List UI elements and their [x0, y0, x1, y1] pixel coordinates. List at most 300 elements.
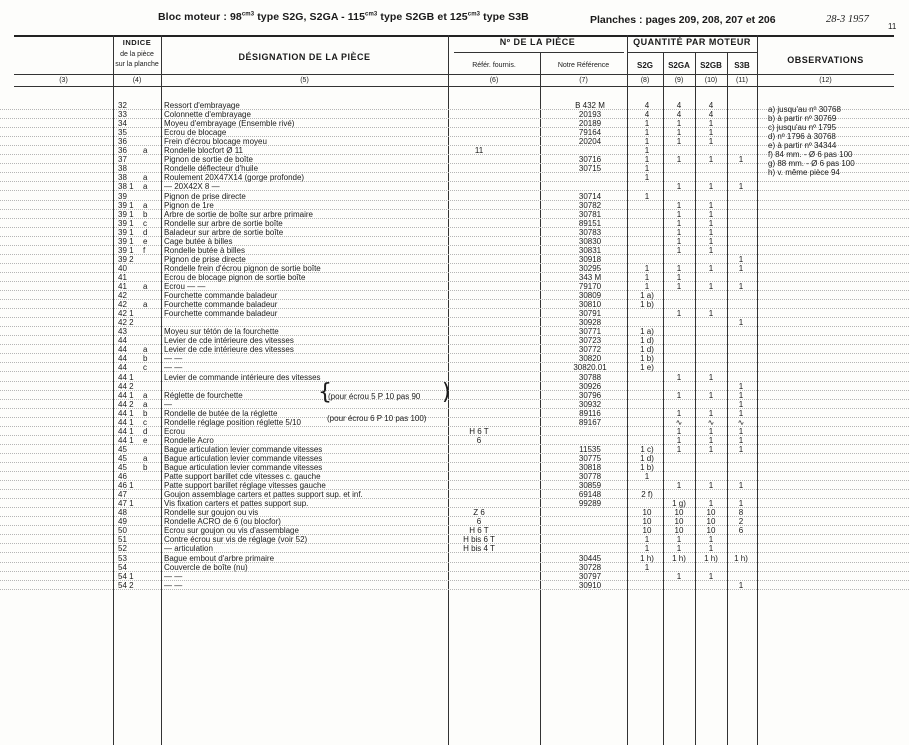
row-designation: Baladeur sur arbre de sortie boîte	[164, 228, 284, 237]
row-qty-s2ga: 1	[676, 137, 682, 146]
row-qty-s2g: 1	[644, 155, 650, 164]
row-qty-s2g: 10	[642, 517, 652, 526]
row-qty-s2ga: 1	[676, 481, 682, 490]
row-qty-s2gb: 1	[708, 228, 714, 237]
row-notre-reference: 30831	[578, 246, 602, 255]
row-qty-s2ga: 1	[676, 128, 682, 137]
row-index: 45	[118, 463, 127, 472]
row-index: 39 1	[118, 201, 134, 210]
row-notre-reference: 30910	[578, 581, 602, 590]
row-index-suffix: a	[143, 173, 148, 182]
table-row	[0, 544, 909, 553]
row-index-suffix: c	[143, 219, 147, 228]
row-notre-reference: 30918	[578, 255, 602, 264]
table-row	[0, 572, 909, 581]
row-qty-s2ga: 1	[676, 273, 682, 282]
table-row	[0, 581, 909, 590]
row-qty-s2g: 1	[644, 273, 650, 282]
row-notre-reference: 20193	[578, 110, 602, 119]
row-qty-s2gb: 1	[708, 544, 714, 553]
row-qty-s2ga: 1	[676, 309, 682, 318]
row-designation: Réglette de fourchette	[164, 391, 243, 400]
row-index: 42	[118, 291, 127, 300]
row-notre-reference: 30830	[578, 237, 602, 246]
row-index-suffix: c	[143, 363, 147, 372]
table-row	[0, 427, 909, 436]
row-designation: Rondelle ACRO de 6 (ou blocfor)	[164, 517, 281, 526]
row-qty-s2g: 10	[642, 526, 652, 535]
table-row	[0, 228, 909, 237]
row-qty-s2g: 1 b)	[640, 463, 654, 472]
row-index: 39 1	[118, 237, 134, 246]
table-row	[0, 554, 909, 563]
row-qty-s2g: 2 f)	[641, 490, 653, 499]
row-qty-s2g: 1 e)	[640, 363, 654, 372]
row-qty-s2g: 10	[642, 508, 652, 517]
row-index-suffix: b	[143, 409, 148, 418]
row-qty-s3b: 1	[738, 382, 744, 391]
row-designation: — 20X42X 8 —	[164, 182, 220, 191]
row-qty-s2ga: 1	[676, 572, 682, 581]
row-qty-s2ga: 10	[674, 517, 684, 526]
row-designation: Colonnette d'embrayage	[164, 110, 251, 119]
row-notre-reference: 30788	[578, 373, 602, 382]
row-index-suffix: e	[143, 436, 148, 445]
row-index-suffix: b	[143, 354, 148, 363]
row-notre-reference: B 432 M	[575, 101, 605, 110]
table-row	[0, 354, 909, 363]
header-indice: INDICE	[122, 38, 152, 47]
row-index: 42 2	[118, 318, 134, 327]
colnum-3: (3)	[59, 77, 68, 84]
row-refer-fournis: H bis 6 T	[463, 535, 495, 544]
row-index: 44 1	[118, 391, 134, 400]
row-notre-reference: 30295	[578, 264, 602, 273]
row-designation: Fourchette commande baladeur	[164, 300, 278, 309]
row-qty-s2gb: 1	[708, 201, 714, 210]
colnum-8: (8)	[640, 77, 650, 84]
row-qty-s2gb: 1	[708, 119, 714, 128]
table-row	[0, 463, 909, 472]
header-s3b: S3B	[734, 61, 750, 70]
table-row	[0, 192, 909, 201]
row-notre-reference: 11535	[579, 445, 601, 454]
header-refer-fournis: Référ. fournis.	[472, 62, 516, 69]
row-index: 52	[118, 544, 127, 553]
observation-h: h) v. même pièce 94	[768, 168, 840, 177]
table-row	[0, 255, 909, 264]
row-refer-fournis: 11	[474, 146, 484, 155]
table-row	[0, 382, 909, 391]
row-designation: Fourchette commande baladeur	[164, 309, 278, 318]
row-designation: Rondelle réglage position réglette 5/10	[164, 418, 301, 427]
table-row	[0, 517, 909, 526]
row-designation: Moyeu d'embrayage (Ensemble rivé)	[164, 119, 295, 128]
row-index: 44 1	[118, 436, 134, 445]
ecrou-note-a: (pour écrou 5 P 10 pas 90	[328, 392, 421, 401]
row-qty-s2g: 1	[644, 192, 650, 201]
row-qty-s2ga: 1	[676, 391, 682, 400]
row-designation: Vis fixation carters et pattes support sup.	[164, 499, 309, 508]
table-row	[0, 201, 909, 210]
row-index: 47	[118, 490, 127, 499]
row-designation: — —	[164, 363, 183, 372]
row-index: 44 1	[118, 427, 134, 436]
row-designation: Rondelle blocfort Ø 11	[164, 146, 244, 155]
row-designation: Levier de cde intérieure des vitesses	[164, 336, 294, 345]
row-qty-s2gb: 4	[708, 110, 714, 119]
row-qty-s3b: 1	[738, 427, 744, 436]
row-designation: Ecrou de blocage	[164, 128, 227, 137]
row-index: 44	[118, 345, 127, 354]
row-qty-s2ga: 1	[676, 210, 682, 219]
row-notre-reference: 30859	[578, 481, 602, 490]
row-index: 50	[118, 526, 127, 535]
row-notre-reference: 30723	[578, 336, 602, 345]
row-index: 32	[118, 101, 127, 110]
row-index: 38 1	[118, 182, 134, 191]
row-qty-s2ga: 1	[676, 201, 682, 210]
observation-b: b) à partir nº 30769	[768, 114, 837, 123]
header-observations: OBSERVATIONS	[787, 55, 864, 65]
row-qty-s2ga: 1	[676, 264, 682, 273]
observation-d: d) nº 1796 à 30768	[768, 132, 836, 141]
table-row	[0, 490, 909, 499]
row-designation: Arbre de sortie de boîte sur arbre primaire	[164, 210, 313, 219]
planches-reference: Planches : pages 209, 208, 207 et 206	[590, 14, 776, 26]
row-index: 38	[118, 164, 127, 173]
row-designation: Ecrou sur goujon ou vis d'assemblage	[164, 526, 299, 535]
row-qty-s3b: 1	[738, 264, 744, 273]
row-index: 54 2	[118, 581, 134, 590]
row-qty-s2g: 1 b)	[640, 354, 654, 363]
row-index: 36	[118, 146, 127, 155]
row-index: 40	[118, 264, 127, 273]
row-qty-s2ga: 1	[676, 228, 682, 237]
row-qty-s2g: 1 a)	[640, 291, 654, 300]
row-notre-reference: 30797	[578, 572, 602, 581]
row-index: 39 1	[118, 228, 134, 237]
row-qty-s2gb: 1	[708, 282, 714, 291]
row-qty-s2ga: 1	[676, 237, 682, 246]
row-qty-s2ga: 1	[676, 544, 682, 553]
row-notre-reference: 89151	[578, 219, 602, 228]
row-index-suffix: a	[143, 345, 148, 354]
row-qty-s2gb: 1 h)	[704, 554, 718, 563]
row-qty-s2ga: 1	[676, 219, 682, 228]
row-qty-s2gb: 10	[706, 517, 716, 526]
row-qty-s2ga: 4	[676, 110, 682, 119]
row-refer-fournis: H 6 T	[469, 526, 489, 535]
row-index: 48	[118, 508, 127, 517]
row-qty-s2gb: 1	[708, 391, 714, 400]
row-index: 34	[118, 119, 127, 128]
row-index: 36	[118, 137, 127, 146]
row-qty-s2gb: 1	[708, 409, 714, 418]
row-index: 46 1	[118, 481, 134, 490]
colnum-11: (11)	[736, 77, 748, 84]
observation-a: a) jusqu'au nº 30768	[768, 105, 841, 114]
row-refer-fournis: 6	[476, 517, 482, 526]
row-index-suffix: c	[143, 418, 147, 427]
row-index: 44	[118, 336, 127, 345]
row-index-suffix: d	[143, 228, 148, 237]
row-designation: Frein d'écrou blocage moyeu	[164, 137, 267, 146]
row-index: 44 2	[118, 400, 134, 409]
row-qty-s3b: 1	[738, 282, 744, 291]
row-index: 51	[118, 535, 127, 544]
table-row	[0, 273, 909, 282]
row-qty-s3b: 1	[738, 481, 744, 490]
table-row	[0, 309, 909, 318]
row-qty-s2gb: 1	[708, 499, 714, 508]
table-row	[0, 282, 909, 291]
row-designation: Bague embout d'arbre primaire	[164, 554, 275, 563]
row-notre-reference: 30715	[578, 164, 602, 173]
row-qty-s2g: 1	[644, 472, 650, 481]
header-indice-sub1: de la pièce	[120, 51, 154, 58]
row-qty-s3b: 1	[738, 436, 744, 445]
row-designation: Pignon de sortie de boîte	[164, 155, 253, 164]
row-qty-s2gb: 1	[708, 436, 714, 445]
observation-e: e) à partir nº 34344	[768, 141, 837, 150]
row-qty-s2g: 1	[644, 173, 650, 182]
row-designation: Rondelle frein d'écrou pignon de sortie boîte	[164, 264, 321, 273]
table-row	[0, 418, 909, 427]
row-refer-fournis: Z 6	[473, 508, 485, 517]
row-index: 43	[118, 327, 127, 336]
row-index-suffix: a	[143, 391, 148, 400]
row-qty-s2gb: 10	[706, 526, 716, 535]
row-index: 35	[118, 128, 127, 137]
row-qty-s2gb: 1	[708, 219, 714, 228]
row-index-suffix: a	[143, 146, 148, 155]
row-notre-reference: 30772	[578, 345, 602, 354]
row-qty-s2gb: 1	[708, 137, 714, 146]
row-index: 44	[118, 354, 127, 363]
row-qty-s2ga: 1	[676, 282, 682, 291]
colnum-7: (7)	[579, 77, 588, 84]
table-row	[0, 391, 909, 400]
row-index: 42	[118, 300, 127, 309]
row-designation: Patte support barillet réglage vitesses gauche	[164, 481, 326, 490]
row-index: 33	[118, 110, 127, 119]
row-designation: Levier de commande intérieure des vitesses	[164, 373, 321, 382]
header-no-piece: Nº DE LA PIÈCE	[499, 37, 576, 47]
row-qty-s2g: 1 a)	[640, 327, 654, 336]
row-qty-s3b: ∿	[737, 418, 745, 427]
row-designation: Rondelle butée à billes	[164, 246, 245, 255]
row-notre-reference: 30820.01	[573, 363, 607, 372]
row-notre-reference: 30810	[578, 300, 602, 309]
row-refer-fournis: H 6 T	[469, 427, 489, 436]
row-index-suffix: a	[143, 300, 148, 309]
row-designation: Rondelle Acro	[164, 436, 214, 445]
row-qty-s3b: 1	[738, 499, 744, 508]
row-qty-s2g: 1	[644, 264, 650, 273]
table-row	[0, 436, 909, 445]
row-notre-reference: 30820	[578, 354, 602, 363]
table-row	[0, 563, 909, 572]
row-index-suffix: a	[143, 454, 148, 463]
row-designation: Patte support barillet cde vitesses c. gauche	[164, 472, 321, 481]
table-row	[0, 445, 909, 454]
row-notre-reference: 30783	[578, 228, 602, 237]
row-notre-reference: 89116	[579, 409, 601, 418]
row-index: 45	[118, 445, 127, 454]
row-qty-s2ga: ∿	[675, 418, 683, 427]
row-designation: Bague articulation levier commande vitesses	[164, 445, 323, 454]
row-index: 54	[118, 563, 127, 572]
row-designation: Levier de cde intérieure des vitesses	[164, 345, 294, 354]
row-index-suffix: b	[143, 210, 148, 219]
row-designation: Goujon assemblage carters et pattes support sup. et inf.	[164, 490, 363, 499]
row-index: 53	[118, 554, 127, 563]
row-qty-s2gb: 1	[708, 481, 714, 490]
row-qty-s2g: 1	[644, 128, 650, 137]
row-notre-reference: 30716	[578, 155, 602, 164]
row-index: 46	[118, 472, 127, 481]
row-qty-s2g: 1	[644, 119, 650, 128]
colnum-5: (5)	[300, 77, 309, 84]
row-qty-s2gb: ∿	[707, 418, 715, 427]
row-designation: Pignon de prise directe	[164, 255, 246, 264]
row-notre-reference: 30771	[578, 327, 602, 336]
row-qty-s2gb: 1	[708, 182, 714, 191]
row-notre-reference: 79164	[578, 128, 602, 137]
row-notre-reference: 30809	[578, 291, 602, 300]
row-designation: Ecrou	[164, 427, 185, 436]
row-index: 39 2	[118, 255, 134, 264]
row-notre-reference: 30926	[578, 382, 602, 391]
header-s2gb: S2GB	[700, 61, 722, 70]
row-qty-s3b: 1	[738, 581, 744, 590]
row-qty-s2g: 1	[644, 535, 650, 544]
observation-g: g) 88 mm. - Ø 6 pas 100	[768, 159, 855, 168]
colnum-4: (4)	[132, 77, 142, 84]
row-designation: Cage butée à billes	[164, 237, 233, 246]
row-index: 44 1	[118, 373, 134, 382]
table-row	[0, 182, 909, 191]
row-designation: —	[164, 400, 172, 409]
row-qty-s2gb: 1	[708, 128, 714, 137]
row-notre-reference: 30932	[578, 400, 602, 409]
row-qty-s2ga: 1	[676, 409, 682, 418]
ecrou-note-b: (pour écrou 6 P 10 pas 100)	[327, 414, 427, 423]
table-row	[0, 535, 909, 544]
row-index-suffix: a	[143, 201, 148, 210]
row-index: 38	[118, 173, 127, 182]
row-qty-s3b: 1	[738, 318, 744, 327]
row-designation: Bague articulation levier commande vitesses	[164, 463, 323, 472]
header-indice-sub2: sur la planche	[115, 61, 159, 68]
table-row	[0, 472, 909, 481]
document-title: Bloc moteur : $98^{cm3}$ type S2G, $S2GA - 115^{cm3}$ type S2GB et $125^{cm3}$ type S3B	[158, 11, 529, 23]
observation-f: f) 84 mm. - Ø 6 pas 100	[768, 150, 853, 159]
row-qty-s2ga: 1 h)	[672, 554, 686, 563]
row-designation: — —	[164, 581, 183, 590]
row-qty-s2ga: 10	[674, 508, 684, 517]
observation-c: c) jusqu'au nº 1795	[768, 123, 837, 132]
row-qty-s2ga: 1	[676, 119, 682, 128]
row-qty-s3b: 1 h)	[734, 554, 748, 563]
row-qty-s2ga: 1	[676, 246, 682, 255]
table-row	[0, 210, 909, 219]
row-index: 37	[118, 155, 127, 164]
table-row	[0, 508, 909, 517]
row-index: 39 1	[118, 210, 134, 219]
brace-right: )	[442, 380, 451, 405]
row-index-suffix: b	[143, 463, 148, 472]
row-designation: Couvercle de boîte (nu)	[164, 563, 248, 572]
row-notre-reference: 30778	[578, 472, 602, 481]
row-qty-s2gb: 1	[708, 572, 714, 581]
colnum-12: (12)	[819, 77, 832, 84]
table-row	[0, 409, 909, 418]
header-quantite: QUANTITÉ PAR MOTEUR	[633, 37, 751, 47]
table-row	[0, 526, 909, 535]
row-qty-s2ga: 1	[676, 445, 682, 454]
row-qty-s2gb: 1	[708, 155, 714, 164]
row-index: 39	[118, 192, 127, 201]
row-qty-s2gb: 1	[708, 264, 714, 273]
table-row	[0, 300, 909, 309]
row-qty-s2ga: 1	[676, 436, 682, 445]
row-designation: Rondelle sur arbre de sortie boîte	[164, 219, 283, 228]
row-qty-s3b: 6	[738, 526, 744, 535]
row-designation: Moyeu sur tétón de la fourchette	[164, 327, 279, 336]
row-qty-s2g: 1 d)	[640, 336, 654, 345]
row-qty-s2g: 1 b)	[640, 300, 654, 309]
table-row	[0, 373, 909, 382]
row-qty-s2g: 1	[644, 146, 650, 155]
row-qty-s3b: 2	[738, 517, 744, 526]
row-qty-s2g: 1 d)	[640, 345, 654, 354]
row-notre-reference: 30714	[578, 192, 602, 201]
row-designation: Pignon de 1re	[164, 201, 214, 210]
row-qty-s2ga: 1	[676, 182, 682, 191]
row-designation: Rondelle de butée de la réglette	[164, 409, 278, 418]
row-designation: Rondelle sur goujon ou vis	[164, 508, 259, 517]
row-index: 44 2	[118, 382, 134, 391]
row-notre-reference: 69148	[578, 490, 602, 499]
row-designation: — —	[164, 354, 183, 363]
table-row	[0, 336, 909, 345]
row-notre-reference: 30781	[578, 210, 602, 219]
row-qty-s2g: 1 d)	[640, 454, 654, 463]
row-qty-s2g: 1	[644, 164, 650, 173]
table-row	[0, 264, 909, 273]
row-qty-s2ga: 4	[676, 101, 682, 110]
row-qty-s2ga: 1	[676, 155, 682, 164]
table-row	[0, 291, 909, 300]
row-qty-s2g: 1	[644, 137, 650, 146]
row-index: 41	[118, 273, 127, 282]
row-notre-reference: 20189	[578, 119, 602, 128]
row-qty-s3b: 1	[738, 400, 744, 409]
table-row	[0, 219, 909, 228]
row-index: 54 1	[118, 572, 134, 581]
row-index: 49	[118, 517, 127, 526]
row-index: 44	[118, 363, 127, 372]
row-qty-s2gb: 10	[706, 508, 716, 517]
row-designation: Rondelle déflecteur d'huile	[164, 164, 259, 173]
row-designation: Fourchette commande baladeur	[164, 291, 278, 300]
row-qty-s2ga: 10	[674, 526, 684, 535]
row-notre-reference: 343 M	[578, 273, 602, 282]
row-qty-s2g: 1	[644, 282, 650, 291]
row-qty-s2g: 1 h)	[640, 554, 654, 563]
